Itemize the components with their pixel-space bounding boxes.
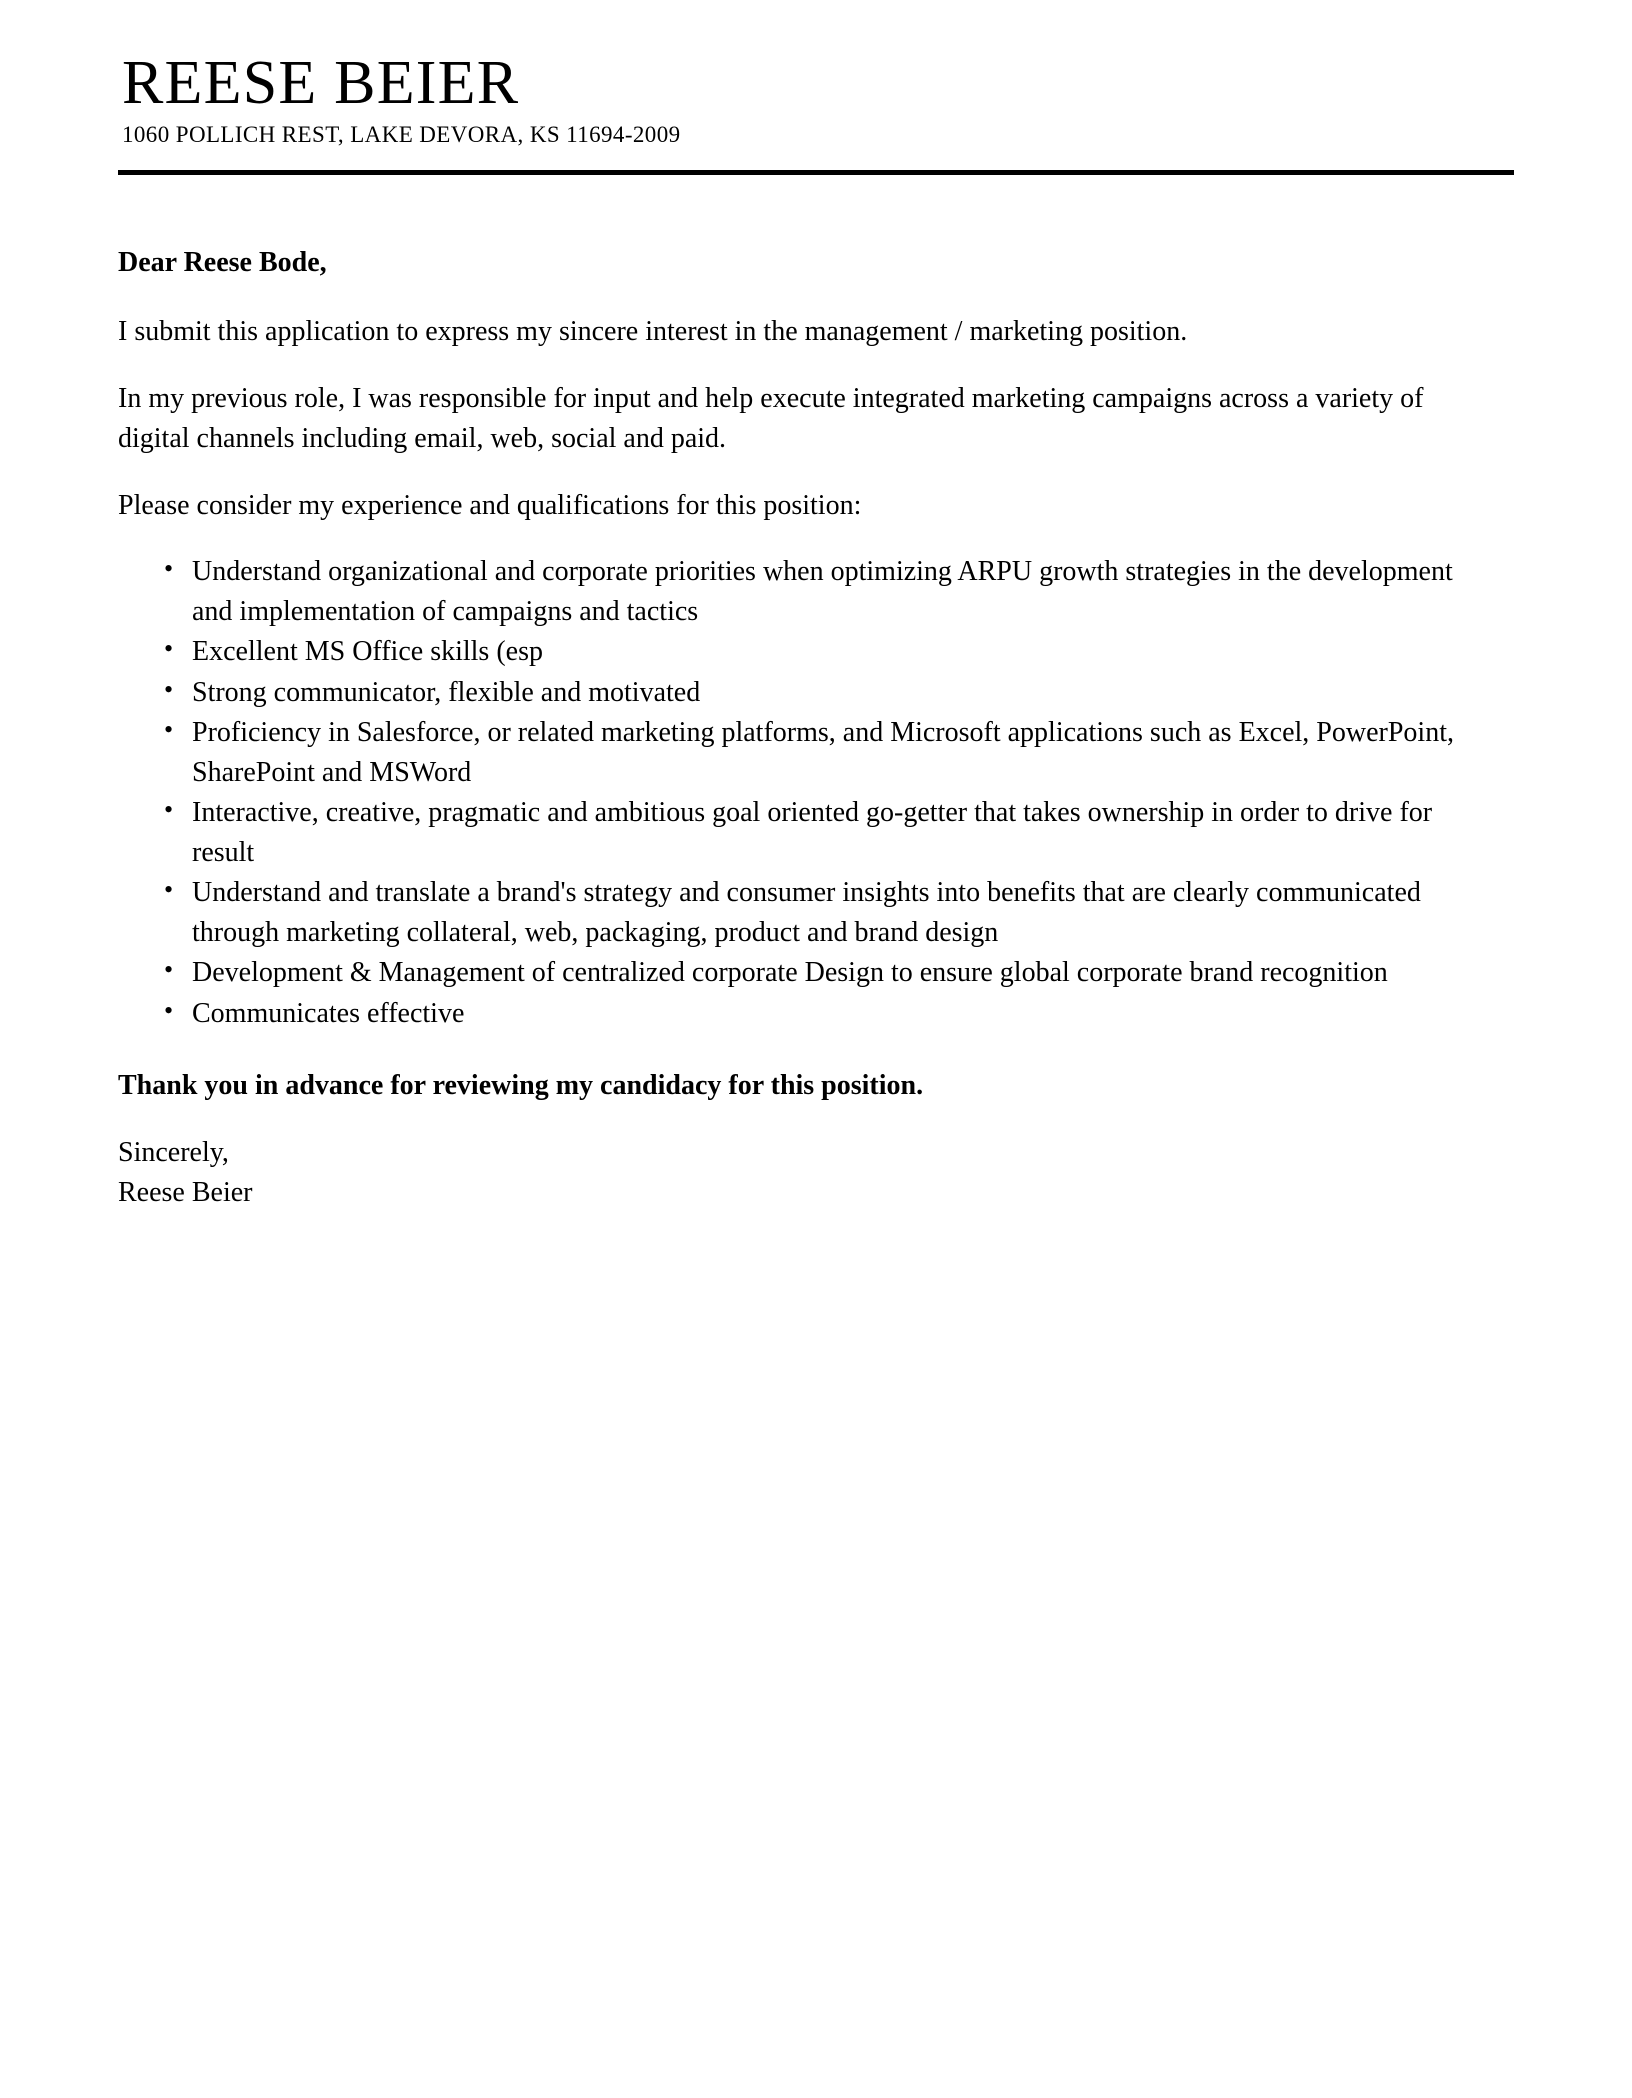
intro-paragraph: I submit this application to express my sincere interest in the management / marketing position.	[118, 316, 1188, 348]
list-item: • Understand organizational and corporate priorities when optimizing ARPU growth strategies in the development and implementation of campaigns and tactics	[164, 552, 1484, 631]
list-item: • Excellent MS Office skills (esp	[164, 632, 1484, 671]
list-item: • Communicates effective	[164, 994, 1484, 1033]
list-item: • Development & Management of centralized corporate Design to ensure global corporate brand recognition	[164, 953, 1484, 992]
letterhead	[118, 49, 1514, 150]
qualifications-lead-in: Please consider my experience and qualifications for this position:	[118, 489, 862, 521]
signoff-name: Reese Beier	[118, 1176, 253, 1208]
list-item: • Proficiency in Salesforce, or related marketing platforms, and Microsoft applications such as Excel, PowerPoint, SharePoint and MSWord	[164, 713, 1484, 792]
applicant-name: REESE BEIER	[122, 49, 520, 117]
list-item: • Interactive, creative, pragmatic and ambitious goal oriented go-getter that takes ownership in order to drive for result	[164, 793, 1484, 872]
thank-you-statement: Thank you in advance for reviewing my candidacy for this position.	[118, 1070, 924, 1101]
qualifications-list	[118, 552, 1484, 1033]
signoff-closing: Sincerely,	[118, 1136, 229, 1168]
list-item: • Strong communicator, flexible and motivated	[164, 673, 1484, 712]
experience-paragraph: In my previous role, I was responsible for input and help execute integrated marketing campaigns across a variety of digital channels including email, web, social and paid.	[118, 383, 1424, 454]
salutation: Dear Reese Bode,	[118, 246, 327, 278]
list-item: • Understand and translate a brand's strategy and consumer insights into benefits that are clearly communicated through marketing collateral, web, packaging, product and brand design	[164, 873, 1484, 952]
signature-block	[118, 1133, 1514, 1213]
letter-body	[118, 175, 1514, 1212]
applicant-address: 1060 POLLICH REST, LAKE DEVORA, KS 11694-2009	[122, 122, 681, 148]
